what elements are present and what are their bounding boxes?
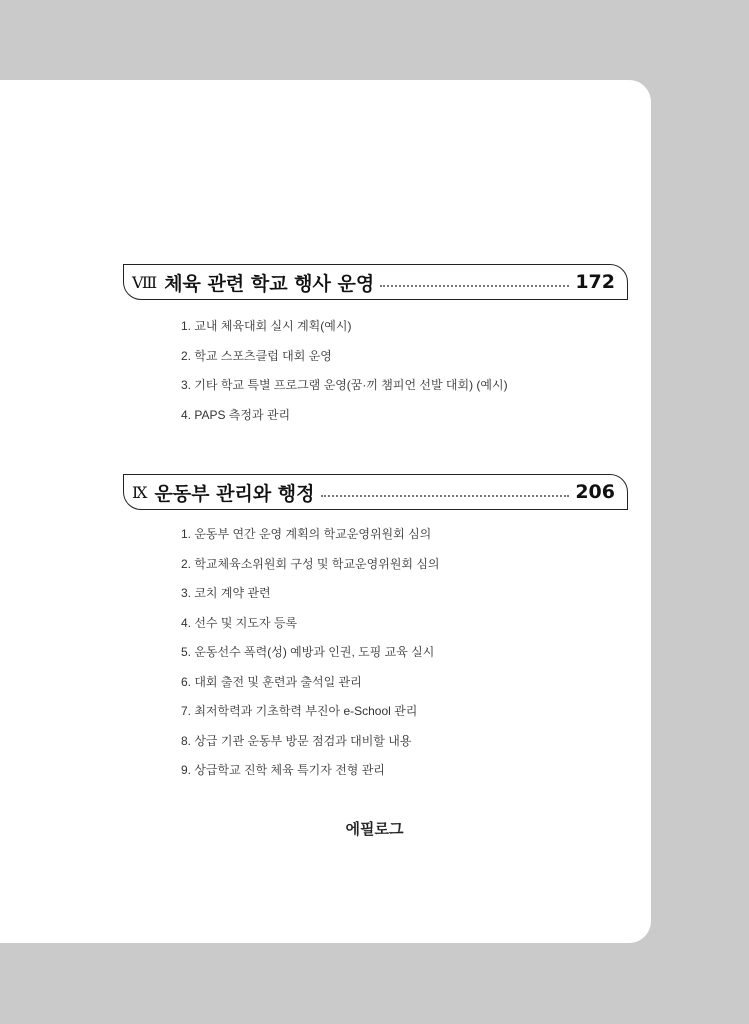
chapter-page-number: 172 — [575, 271, 615, 293]
page-sheet — [0, 80, 651, 943]
toc-item[interactable]: 3. 기타 학교 특별 프로그램 운영(꿈·끼 챔피언 선발 대회) (예시) — [181, 378, 508, 392]
chapter-9-heading[interactable] — [123, 474, 628, 510]
toc-item[interactable]: 4. 선수 및 지도자 등록 — [181, 615, 298, 630]
chapter-9-item-list — [181, 526, 440, 792]
toc-item[interactable]: 5. 운동선수 폭력(성) 예방과 인권, 도핑 교육 실시 — [181, 645, 435, 659]
toc-item[interactable]: 9. 상급학교 진학 체육 특기자 전형 관리 — [181, 763, 385, 777]
chapter-number: Ⅷ — [132, 272, 157, 292]
toc-item[interactable]: 4. PAPS 측정과 관리 — [181, 407, 291, 422]
chapter-title: 운동부 관리와 행정 — [154, 482, 315, 505]
toc-item[interactable]: 8. 상급 기관 운동부 방문 점검과 대비할 내용 — [181, 733, 412, 748]
dot-leader — [321, 495, 570, 497]
toc-item[interactable]: 7. 최저학력과 기초학력 부진아 e-School 관리 — [181, 704, 418, 718]
toc-item[interactable]: 2. 학교체육소위원회 구성 및 학교운영위원회 심의 — [181, 556, 440, 571]
dot-leader — [380, 285, 569, 287]
toc-item[interactable]: 1. 교내 체육대회 실시 계획(예시) — [181, 319, 352, 333]
toc-item[interactable]: 3. 코치 계약 관련 — [181, 586, 271, 600]
epilogue-heading[interactable]: 에필로그 — [345, 820, 404, 838]
chapter-8-heading[interactable] — [123, 264, 628, 300]
chapter-page-number: 206 — [575, 481, 615, 503]
toc-item[interactable]: 1. 운동부 연간 운영 계획의 학교운영위원회 심의 — [181, 527, 432, 541]
chapter-title: 체육 관련 학교 행사 운영 — [164, 272, 375, 295]
toc-item[interactable]: 6. 대회 출전 및 훈련과 출석일 관리 — [181, 674, 362, 689]
toc-item[interactable]: 2. 학교 스포츠클럽 대회 운영 — [181, 348, 332, 363]
chapter-8-item-list — [181, 318, 508, 436]
chapter-number: Ⅸ — [132, 482, 147, 502]
